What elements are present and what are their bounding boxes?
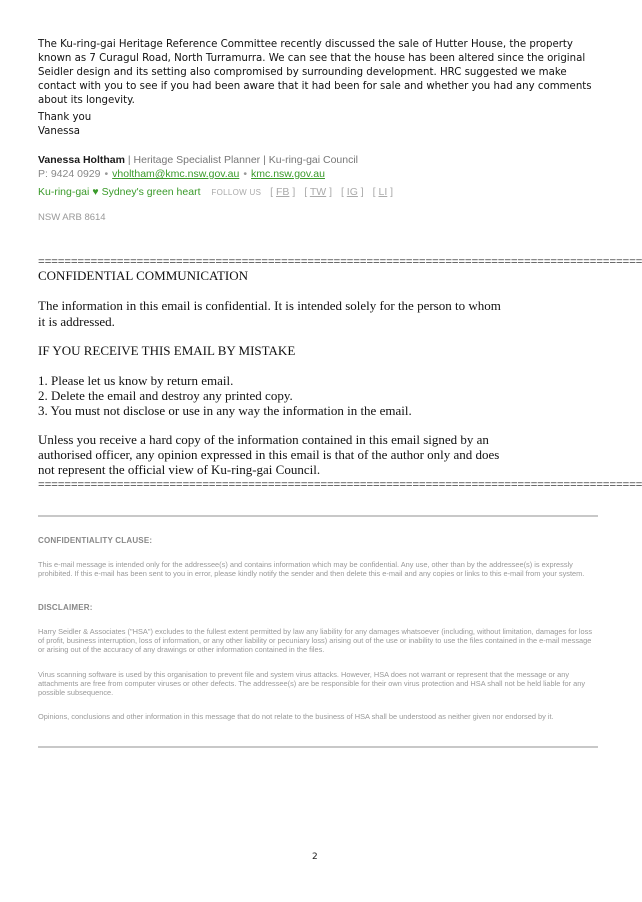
follow-us-label: FOLLOW US	[211, 188, 262, 197]
mistake-title: IF YOU RECEIVE THIS EMAIL BY MISTAKE	[38, 343, 296, 358]
page-number: 2	[312, 852, 318, 862]
confidential-title: CONFIDENTIAL COMMUNICATION	[38, 268, 249, 283]
bullet-separator: •	[104, 168, 109, 180]
signature-website-link[interactable]: kmc.nsw.gov.au	[251, 168, 325, 180]
divider-bottom	[38, 746, 598, 748]
social-link-linkedin[interactable]: [ LI ]	[372, 186, 394, 198]
confidentiality-clause-text: This e-mail message is intended only for the addressee(s) and contains information which may be confidential. Any use, other than by the addressee(s) is expressly prohibited. If this e-mail has been sent to you in error, please kindly notify the sender and then delete this e-mail and any copies or links to this e-mail from your system.	[38, 560, 585, 578]
disclaimer-paragraph-3: Opinions, conclusions and other information in this message that do not relate to the business of HSA shall be understood as neither given nor endorsed by it.	[38, 712, 554, 721]
thanks-text: Thank you	[38, 112, 92, 123]
confidential-text: The information in this email is confidential. It is intended solely for the person to whom it is addressed.	[38, 298, 501, 329]
sender-first-name: Vanessa	[38, 126, 81, 137]
bullet-separator: •	[243, 168, 248, 180]
signature-contact-line	[38, 167, 325, 181]
email-body: The Ku-ring-gai Heritage Reference Committee recently discussed the sale of Hutter House, the property known as 7 Curagul Road, North Turramurra. We can see that the house has been altered since the original Seidler design and its setting also compromised by surrounding development. HRC suggested we make contact with you to see if you had been aware that it had been for sale and whether you had any comments about its longevity.	[38, 39, 592, 106]
separator-bottom: ============================================================================================	[38, 477, 642, 491]
list-item: 3. You must not disclose or use in any way the information in the email.	[38, 403, 412, 418]
signature-name: Vanessa Holtham	[38, 154, 125, 166]
list-item: 1. Please let us know by return email.	[38, 373, 234, 388]
signature-slogan-line	[38, 185, 393, 200]
signature-name-line	[38, 153, 358, 167]
slogan-right: Sydney's green heart	[101, 186, 201, 198]
mistake-list	[38, 373, 558, 418]
heart-icon: ♥	[92, 186, 99, 198]
signature-phone: P: 9424 0929	[38, 168, 101, 180]
slogan-left: Ku-ring-gai	[38, 186, 90, 198]
list-item: 2. Delete the email and destroy any printed copy.	[38, 388, 293, 403]
disclaimer-paragraph-1: Harry Seidler & Associates ("HSA") excludes to the fullest extent permitted by law any liability for any damages whatsoever (including, without limitation, damages for loss of profit, business interruption, loss of information, or any other liability or pecuniary loss) arising out of the use or inability to use the files contained in the e-mail message or arising out of the accuracy of any drawings or other information contained in the files.	[38, 627, 593, 654]
divider-top	[38, 515, 598, 517]
signoff	[38, 111, 91, 139]
confidentiality-clause-title: CONFIDENTIALITY CLAUSE:	[38, 536, 153, 545]
signature-role: | Heritage Specialist Planner | Ku-ring-gai Council	[124, 154, 359, 166]
disclaimer-paragraph-2: Virus scanning software is used by this organisation to prevent file and system virus attacks. However, HSA does not warrant or represent that the message or any attachments are free from computer viruses or other defects. The addressee(s) are be responsible for their own virus protection and HSA shall not be held liable for any possible subsequence.	[38, 670, 586, 697]
social-link-instagram[interactable]: [ IG ]	[340, 186, 364, 198]
social-link-facebook[interactable]: [ FB ]	[270, 186, 296, 198]
unless-text: Unless you receive a hard copy of the information contained in this email signed by an authorised officer, any opinion expressed in this email is that of the author only and does not represent the official view of Ku-ring-gai Council.	[38, 432, 500, 477]
disclaimer-title: DISCLAIMER:	[38, 603, 93, 612]
signature-email-link[interactable]: vholtham@kmc.nsw.gov.au	[112, 168, 240, 180]
social-link-twitter[interactable]: [ TW ]	[304, 186, 333, 198]
signature-arb: NSW ARB 8614	[38, 212, 106, 223]
separator-top: ============================================================================================	[38, 254, 642, 268]
